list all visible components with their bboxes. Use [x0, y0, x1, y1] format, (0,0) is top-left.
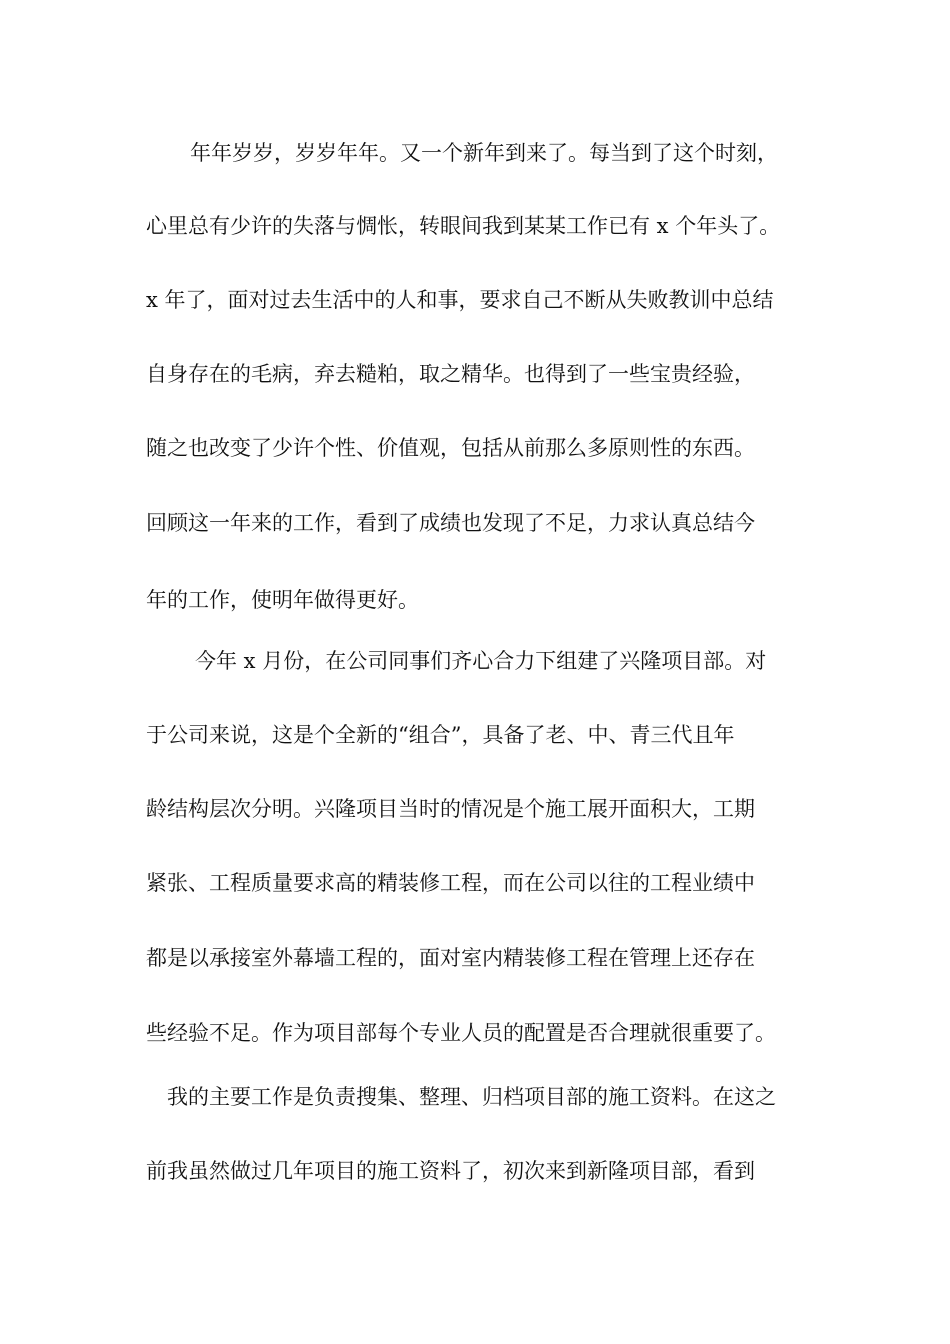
paragraph-2-line-3: 龄结构层次分明。兴隆项目当时的情况是个施工展开面积大，工期 — [146, 797, 755, 821]
paragraph-2-line-1: 今年 x 月份，在公司同事们齐心合力下组建了兴隆项目部。对 — [195, 649, 767, 673]
paragraph-2-line-6: 些经验不足。作为项目部每个专业人员的配置是否合理就很重要了。 — [146, 1021, 776, 1045]
paragraph-2-line-2: 于公司来说，这是个全新的“组合”，具备了老、中、青三代且年 — [146, 723, 735, 747]
paragraph-3-line-2: 前我虽然做过几年项目的施工资料了，初次来到新隆项目部，看到 — [146, 1159, 755, 1183]
paragraph-1-line-2: 心里总有少许的失落与惆怅，转眼间我到某某工作已有 x 个年头了。 — [146, 214, 781, 238]
paragraph-2-line-4: 紧张、工程质量要求高的精装修工程，而在公司以往的工程业绩中 — [146, 871, 755, 895]
paragraph-1-line-3: x 年了，面对过去生活中的人和事，要求自己不断从失败教训中总结 — [146, 288, 774, 312]
paragraph-1-line-4: 自身存在的毛病，弃去糙粕，取之精华。也得到了一些宝贵经验， — [146, 362, 755, 386]
paragraph-1-line-7: 年的工作，使明年做得更好。 — [146, 588, 419, 612]
paragraph-3-line-1: 我的主要工作是负责搜集、整理、归档项目部的施工资料。在这之 — [167, 1085, 776, 1109]
paragraph-1-line-6: 回顾这一年来的工作，看到了成绩也发现了不足，力求认真总结今 — [146, 511, 755, 535]
paragraph-1-line-5: 随之也改变了少许个性、价值观，包括从前那么多原则性的东西。 — [146, 436, 755, 460]
paragraph-2-line-5: 都是以承接室外幕墙工程的，面对室内精装修工程在管理上还存在 — [146, 946, 755, 970]
paragraph-1-line-1: 年年岁岁，岁岁年年。又一个新年到来了。每当到了这个时刻， — [190, 141, 778, 165]
